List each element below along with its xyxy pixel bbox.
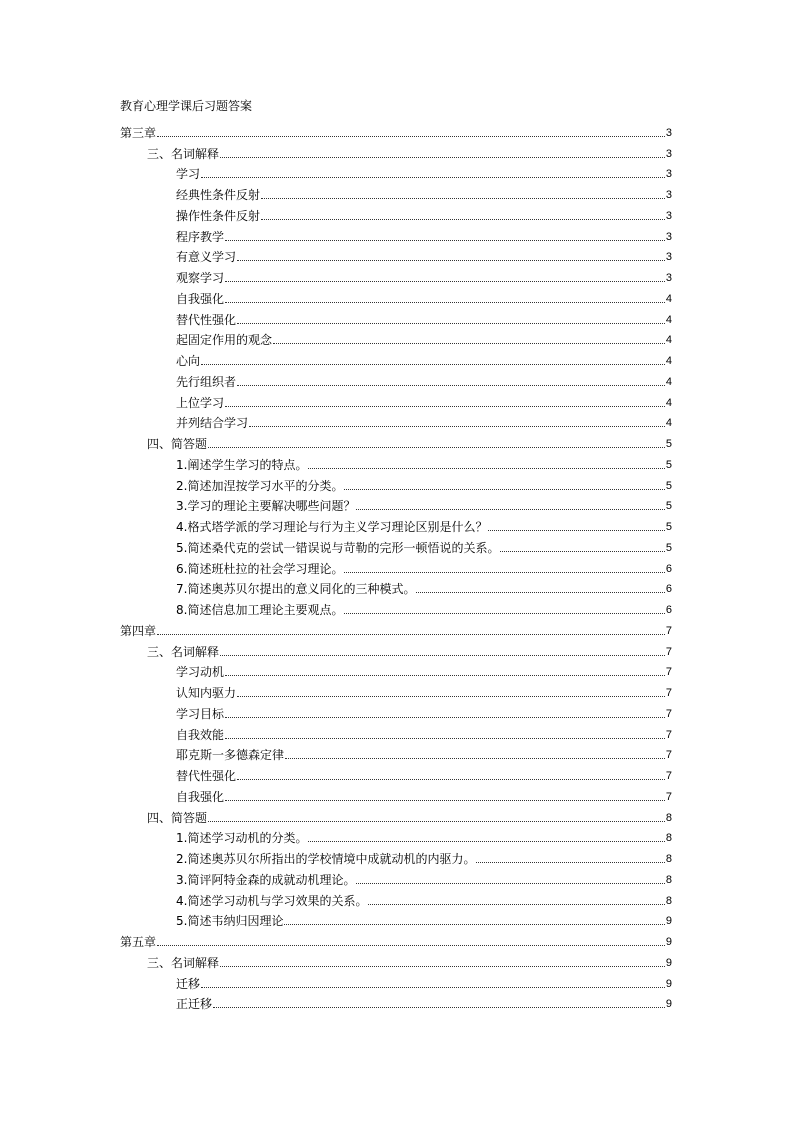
toc-entry-label: 4.格式塔学派的学习理论与行为主义学习理论区别是什么？ <box>176 520 488 534</box>
toc-item-entry[interactable] <box>120 700 672 721</box>
toc-item-entry[interactable] <box>120 762 672 783</box>
toc-item-entry[interactable] <box>120 970 672 991</box>
toc-page-number: 5 <box>665 479 672 492</box>
toc-page-number: 9 <box>665 915 672 928</box>
toc-dot-leader <box>285 758 665 759</box>
toc-entry-label: 学习动机 <box>176 665 225 680</box>
toc-entry-label: 1.阐述学生学习的特点。 <box>176 457 308 472</box>
toc-entry-label: 操作性条件反射 <box>176 208 261 223</box>
toc-page-number: 4 <box>665 334 672 347</box>
toc-dot-leader <box>308 468 664 469</box>
toc-page-number: 7 <box>665 728 672 741</box>
toc-entry-label: 起固定作用的观念 <box>176 333 273 348</box>
toc-page-number: 8 <box>665 894 672 907</box>
toc-dot-leader <box>213 1007 665 1008</box>
toc-dot-leader <box>237 696 665 697</box>
toc-page-number: 8 <box>665 873 672 886</box>
toc-page-number: 7 <box>665 645 672 658</box>
toc-item-entry[interactable] <box>120 513 672 534</box>
toc-dot-leader <box>225 240 665 241</box>
toc-chapter-entry[interactable] <box>120 617 672 638</box>
toc-entry-label: 5.简述韦纳归因理论 <box>176 914 284 929</box>
toc-item-entry[interactable] <box>120 534 672 555</box>
toc-item-entry[interactable] <box>120 887 672 908</box>
toc-item-entry[interactable] <box>120 244 672 265</box>
toc-dot-leader <box>284 924 664 925</box>
toc-entry-label: 自我强化 <box>176 789 225 804</box>
toc-section-entry[interactable] <box>120 804 672 825</box>
toc-item-entry[interactable] <box>120 306 672 327</box>
toc-page-number: 7 <box>665 790 672 803</box>
toc-dot-leader <box>237 385 665 386</box>
toc-dot-leader <box>225 800 665 801</box>
toc-page-number: 4 <box>665 292 672 305</box>
toc-page-number: 4 <box>665 355 672 367</box>
toc-dot-leader <box>225 717 665 718</box>
toc-dot-leader <box>220 966 665 967</box>
toc-page-number: 8 <box>665 811 672 824</box>
toc-dot-leader <box>201 987 665 988</box>
toc-page-number: 3 <box>665 147 672 160</box>
toc-chapter-entry[interactable] <box>120 928 672 949</box>
toc-entry-label: 四、简答题 <box>147 437 208 451</box>
toc-item-entry[interactable] <box>120 908 672 929</box>
toc-entry-label: 5.简述桑代克的尝试一错误说与苛勒的完形一顿悟说的关系。 <box>176 540 500 555</box>
toc-item-entry[interactable] <box>120 493 672 514</box>
toc-item-entry[interactable] <box>120 368 672 389</box>
toc-page-number: 3 <box>665 209 672 222</box>
toc-page-number: 7 <box>665 749 672 762</box>
toc-item-entry[interactable] <box>120 285 672 306</box>
toc-entry-label: 6.简述班杜拉的社会学习理论。 <box>176 561 344 576</box>
toc-entry-label: 2.简述奥苏贝尔所指出的学校情境中成就动机的内驱力。 <box>176 852 476 866</box>
toc-dot-leader <box>220 655 665 656</box>
toc-entry-label: 第四章 <box>120 623 157 638</box>
toc-entry-label: 观察学习 <box>176 271 225 285</box>
toc-dot-leader <box>500 551 664 552</box>
toc-dot-leader <box>208 447 665 448</box>
toc-item-entry[interactable] <box>120 679 672 700</box>
toc-entry-label: 1.简述学习动机的分类。 <box>176 831 308 846</box>
toc-entry-label: 第五章 <box>120 935 157 949</box>
toc-page-number: 8 <box>665 853 672 865</box>
toc-item-entry[interactable] <box>120 347 672 368</box>
toc-entry-label: 迁移 <box>176 976 201 991</box>
toc-dot-leader <box>488 530 664 531</box>
toc-item-entry[interactable] <box>120 264 672 285</box>
toc-dot-leader <box>220 157 665 158</box>
toc-page-number: 3 <box>665 251 672 264</box>
toc-section-entry[interactable] <box>120 140 672 161</box>
toc-entry-label: 正迁移 <box>176 997 213 1012</box>
toc-item-entry[interactable] <box>120 742 672 763</box>
toc-entry-label: 替代性强化 <box>176 312 237 327</box>
toc-entry-label: 心向 <box>176 354 201 368</box>
toc-item-entry[interactable] <box>120 596 672 617</box>
toc-entry-label: 四、简答题 <box>147 810 208 825</box>
toc-item-entry[interactable] <box>120 866 672 887</box>
toc-section-entry[interactable] <box>120 949 672 970</box>
toc-entry-label: 耶克斯一多德森定律 <box>176 748 285 763</box>
toc-item-entry[interactable] <box>120 389 672 410</box>
toc-page-number: 9 <box>665 936 672 948</box>
toc-item-entry[interactable] <box>120 202 672 223</box>
toc-entry-label: 认知内驱力 <box>176 686 237 700</box>
toc-dot-leader <box>208 821 665 822</box>
toc-page-number: 5 <box>665 438 672 450</box>
toc-entry-label: 三、名词解释 <box>147 955 220 970</box>
toc-item-entry[interactable] <box>120 410 672 431</box>
toc-dot-leader <box>237 260 665 261</box>
toc-dot-leader <box>225 281 665 282</box>
toc-page-number: 5 <box>665 458 672 471</box>
toc-dot-leader <box>237 323 665 324</box>
toc-item-entry[interactable] <box>120 555 672 576</box>
toc-entry-label: 有意义学习 <box>176 250 237 265</box>
toc-entry-label: 7.简述奥苏贝尔提出的意义同化的三种模式。 <box>176 582 416 597</box>
toc-entry-label: 经典性条件反射 <box>176 188 261 202</box>
toc-page-number: 4 <box>665 417 672 430</box>
toc-dot-leader <box>225 302 665 303</box>
document-title: 教育心理学课后习题答案 <box>120 99 253 113</box>
toc-page-number: 5 <box>665 500 672 513</box>
toc-page-number: 7 <box>665 707 672 720</box>
toc-dot-leader <box>157 945 665 946</box>
toc-dot-leader <box>356 883 664 884</box>
toc-dot-leader <box>201 177 665 178</box>
toc-entry-label: 程序教学 <box>176 229 225 244</box>
toc-page-number: 7 <box>665 624 672 637</box>
toc-page-number: 7 <box>665 666 672 679</box>
toc-item-entry[interactable] <box>120 783 672 804</box>
toc-dot-leader <box>476 862 664 863</box>
toc-item-entry[interactable] <box>120 825 672 846</box>
toc-entry-label: 第三章 <box>120 125 157 140</box>
toc-item-entry[interactable] <box>120 991 672 1012</box>
toc-page-number: 8 <box>665 832 672 845</box>
toc-dot-leader <box>273 343 665 344</box>
toc-entry-label: 学习目标 <box>176 706 225 721</box>
toc-item-entry[interactable] <box>120 659 672 680</box>
toc-entry-label: 替代性强化 <box>176 769 237 783</box>
toc-page-number: 9 <box>665 956 672 969</box>
toc-item-entry[interactable] <box>120 721 672 742</box>
toc-page-number: 6 <box>665 604 672 616</box>
toc-page-number: 3 <box>665 126 672 139</box>
toc-page-number: 9 <box>665 998 672 1011</box>
toc-dot-leader <box>225 406 665 407</box>
toc-item-entry[interactable] <box>120 327 672 348</box>
toc-dot-leader <box>344 572 664 573</box>
toc-item-entry[interactable] <box>120 451 672 472</box>
toc-entry-label: 自我强化 <box>176 291 225 306</box>
toc-item-entry[interactable] <box>120 223 672 244</box>
toc-dot-leader <box>237 779 665 780</box>
toc-dot-leader <box>225 738 665 739</box>
toc-dot-leader <box>261 198 665 199</box>
toc-page-number: 4 <box>665 396 672 409</box>
toc-dot-leader <box>416 592 664 593</box>
toc-dot-leader <box>344 613 664 614</box>
toc-page-number: 3 <box>665 272 672 284</box>
toc-page-number: 5 <box>665 521 672 533</box>
toc-page-number: 3 <box>665 230 672 243</box>
toc-entry-label: 2.简述加涅按学习水平的分类。 <box>176 478 344 493</box>
toc-entry-label: 上位学习 <box>176 395 225 410</box>
toc-entry-label: 8.简述信息加工理论主要观点。 <box>176 603 344 617</box>
toc-page-number: 3 <box>665 189 672 201</box>
toc-page-number: 9 <box>665 977 672 990</box>
toc-dot-leader <box>157 634 665 635</box>
toc-page-number: 4 <box>665 375 672 388</box>
toc-dot-leader <box>261 219 665 220</box>
toc-entry-label: 三、名词解释 <box>147 644 220 659</box>
toc-entry-label: 并列结合学习 <box>176 416 249 431</box>
toc-entry-label: 学习 <box>176 167 201 182</box>
toc-item-entry[interactable] <box>120 576 672 597</box>
toc-dot-leader <box>344 489 664 490</box>
toc-page-number: 6 <box>665 562 672 575</box>
toc-entry-label: 自我效能 <box>176 727 225 742</box>
toc-dot-leader <box>157 136 665 137</box>
toc-dot-leader <box>249 426 665 427</box>
toc-chapter-entry[interactable] <box>120 119 672 140</box>
toc-item-entry[interactable] <box>120 845 672 866</box>
toc-page-number: 3 <box>665 168 672 181</box>
toc-item-entry[interactable] <box>120 161 672 182</box>
toc-dot-leader <box>308 841 664 842</box>
toc-entry-label: 先行组织者 <box>176 374 237 389</box>
toc-dot-leader <box>225 675 665 676</box>
toc-dot-leader <box>368 904 664 905</box>
toc-section-entry[interactable] <box>120 638 672 659</box>
toc-page-number: 5 <box>665 541 672 554</box>
toc-entry-label: 3.简评阿特金森的成就动机理论。 <box>176 872 356 887</box>
toc-entry-label: 4.简述学习动机与学习效果的关系。 <box>176 893 368 908</box>
toc-page-number: 4 <box>665 313 672 326</box>
toc-entry-label: 三、名词解释 <box>147 146 220 161</box>
toc-dot-leader <box>201 364 665 365</box>
toc-item-entry[interactable] <box>120 181 672 202</box>
toc-entry-label: 3.学习的理论主要解决哪些问题？ <box>176 499 356 514</box>
table-of-contents <box>120 119 672 1011</box>
toc-section-entry[interactable] <box>120 430 672 451</box>
toc-page-number: 7 <box>665 687 672 699</box>
toc-page-number: 6 <box>665 583 672 596</box>
toc-dot-leader <box>356 509 664 510</box>
toc-item-entry[interactable] <box>120 472 672 493</box>
toc-page-number: 7 <box>665 770 672 782</box>
